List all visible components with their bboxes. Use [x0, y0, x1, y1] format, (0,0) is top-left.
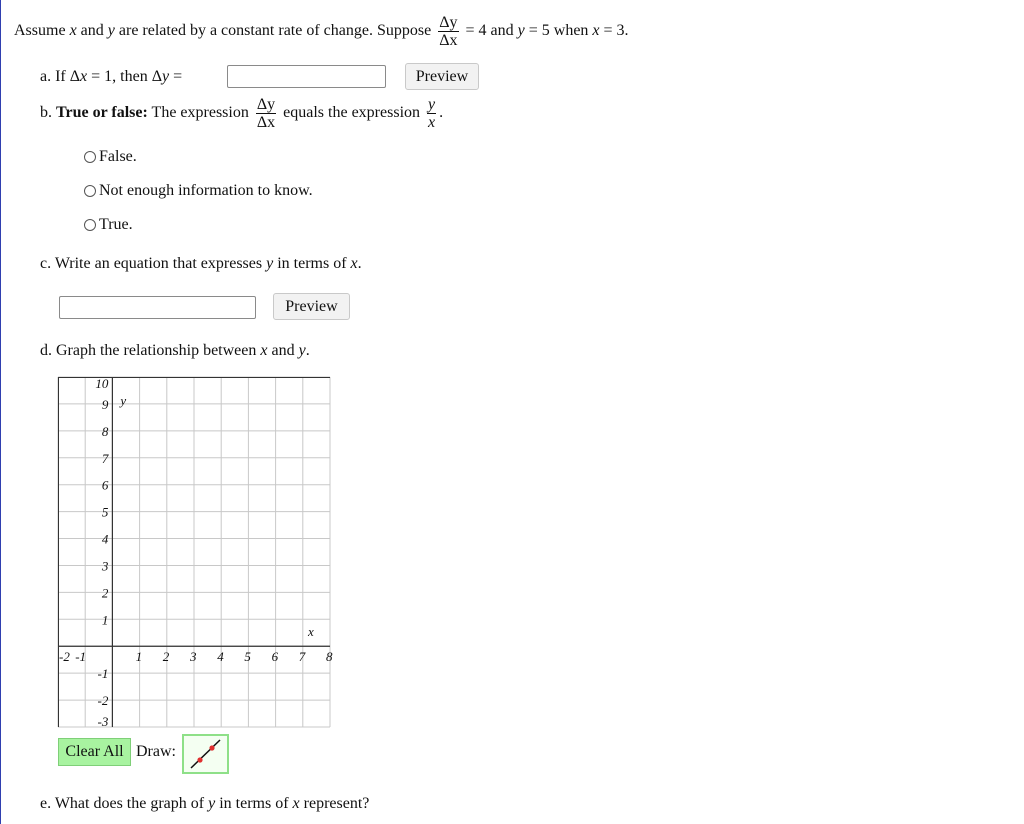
part-c-text: c. Write an equation that expresses: [40, 255, 263, 272]
var-x: x: [80, 68, 88, 85]
fraction-denominator: x: [428, 114, 436, 131]
delta-y-input[interactable]: [227, 65, 386, 88]
page-left-border: [0, 0, 1, 824]
y-tick-label: 4: [101, 531, 109, 547]
var-y: y: [162, 68, 170, 85]
y-tick-label: 2: [101, 585, 109, 601]
x-tick-label: 2: [162, 649, 170, 665]
var-x: x: [260, 342, 268, 359]
y-tick-label: -1: [97, 666, 109, 682]
fraction-numerator: y: [428, 96, 436, 113]
y-tick-label: 1: [101, 612, 109, 628]
intro-text: Assume: [14, 22, 66, 40]
part-c-preview-button[interactable]: Preview: [273, 293, 350, 320]
fraction-numerator: Δy: [256, 96, 276, 113]
var-y: y: [107, 22, 115, 40]
graph-canvas[interactable]: [58, 376, 333, 729]
part-b-text: The expression: [151, 104, 249, 122]
part-c-prompt: [40, 254, 362, 274]
var-x: x: [592, 22, 600, 40]
var-x: x: [292, 795, 300, 812]
radio-not-enough-info[interactable]: [84, 185, 96, 197]
x-tick-label: -2: [59, 649, 70, 665]
option-not-enough-info[interactable]: [84, 180, 313, 202]
intro-text: = 4 and: [465, 22, 514, 40]
part-d-prompt: [40, 341, 310, 361]
x-tick-label: 4: [217, 649, 224, 665]
part-e-text: in terms of: [219, 795, 289, 812]
y-tick-label: 9: [101, 396, 109, 412]
x-tick-label: 1: [135, 649, 143, 665]
radio-false[interactable]: [84, 151, 96, 163]
part-c-text: in terms of: [277, 255, 347, 272]
intro-text: and: [80, 22, 104, 40]
x-tick-label: 5: [244, 649, 251, 665]
part-c-text: .: [357, 255, 362, 272]
y-tick-label: 3: [101, 558, 109, 574]
delta-fraction: [256, 96, 276, 131]
intro-text: are related by a constant rate of change. Suppose: [118, 22, 432, 40]
part-d-text: .: [305, 342, 310, 359]
y-tick-label: -3: [97, 714, 109, 729]
part-b-prompt: [40, 96, 443, 131]
x-tick-label: 8: [326, 649, 333, 665]
y-tick-label: 7: [101, 450, 109, 466]
option-label: False.: [99, 148, 137, 165]
x-tick-label: 7: [298, 649, 306, 665]
part-a-text: a. If Δ: [40, 68, 81, 85]
y-tick-label: 10: [95, 376, 109, 391]
x-tick-label: -1: [75, 649, 87, 665]
option-false[interactable]: [84, 146, 137, 168]
line-tool-icon: [184, 736, 227, 772]
ratio-fraction: [427, 96, 436, 131]
part-b-text: .: [439, 104, 444, 122]
var-y: y: [266, 255, 274, 272]
y-tick-label: 8: [101, 423, 109, 439]
x-tick-label: 3: [190, 649, 197, 665]
draw-line-tool[interactable]: [182, 734, 229, 774]
y-tick-label: 5: [101, 504, 109, 520]
part-e-text: e. What does the graph of: [40, 795, 205, 812]
part-b-text: b.: [40, 104, 52, 122]
option-label: True.: [99, 216, 133, 233]
equation-input[interactable]: [59, 296, 256, 319]
part-e-text: represent?: [303, 795, 370, 812]
var-y: y: [208, 795, 216, 812]
part-e-prompt: [40, 794, 369, 814]
option-true[interactable]: [84, 214, 133, 236]
fraction-denominator: Δx: [256, 114, 276, 131]
var-y: y: [517, 22, 525, 40]
var-x: x: [350, 255, 358, 272]
y-tick-label: 6: [101, 477, 109, 493]
draw-label: Draw:: [136, 743, 176, 760]
x-axis-label: x: [308, 624, 314, 640]
part-d-text: and: [271, 342, 295, 359]
rate-fraction: [438, 14, 458, 49]
intro-text: = 3.: [603, 22, 629, 40]
fraction-denominator: Δx: [439, 32, 458, 49]
part-a-prompt: [40, 67, 182, 87]
part-a-text: = 1, then Δ: [91, 68, 163, 85]
part-b-text: equals the expression: [283, 104, 421, 122]
var-x: x: [69, 22, 77, 40]
radio-true[interactable]: [84, 219, 96, 231]
y-axis-label: y: [120, 393, 127, 408]
y-tick-label: -2: [97, 693, 109, 709]
part-a-preview-button[interactable]: Preview: [405, 63, 479, 90]
part-a-text: =: [173, 68, 183, 85]
var-y: y: [298, 342, 306, 359]
x-tick-label: 6: [271, 649, 279, 665]
problem-statement: [14, 14, 629, 49]
fraction-numerator: Δy: [439, 14, 458, 31]
part-d-text: d. Graph the relationship between: [40, 342, 257, 359]
part-b-bold: True or false:: [56, 104, 148, 122]
graph-tick-labels: [59, 376, 333, 729]
intro-text: = 5 when: [528, 22, 589, 40]
clear-all-button[interactable]: Clear All: [58, 738, 131, 766]
option-label: Not enough information to know.: [99, 182, 313, 199]
